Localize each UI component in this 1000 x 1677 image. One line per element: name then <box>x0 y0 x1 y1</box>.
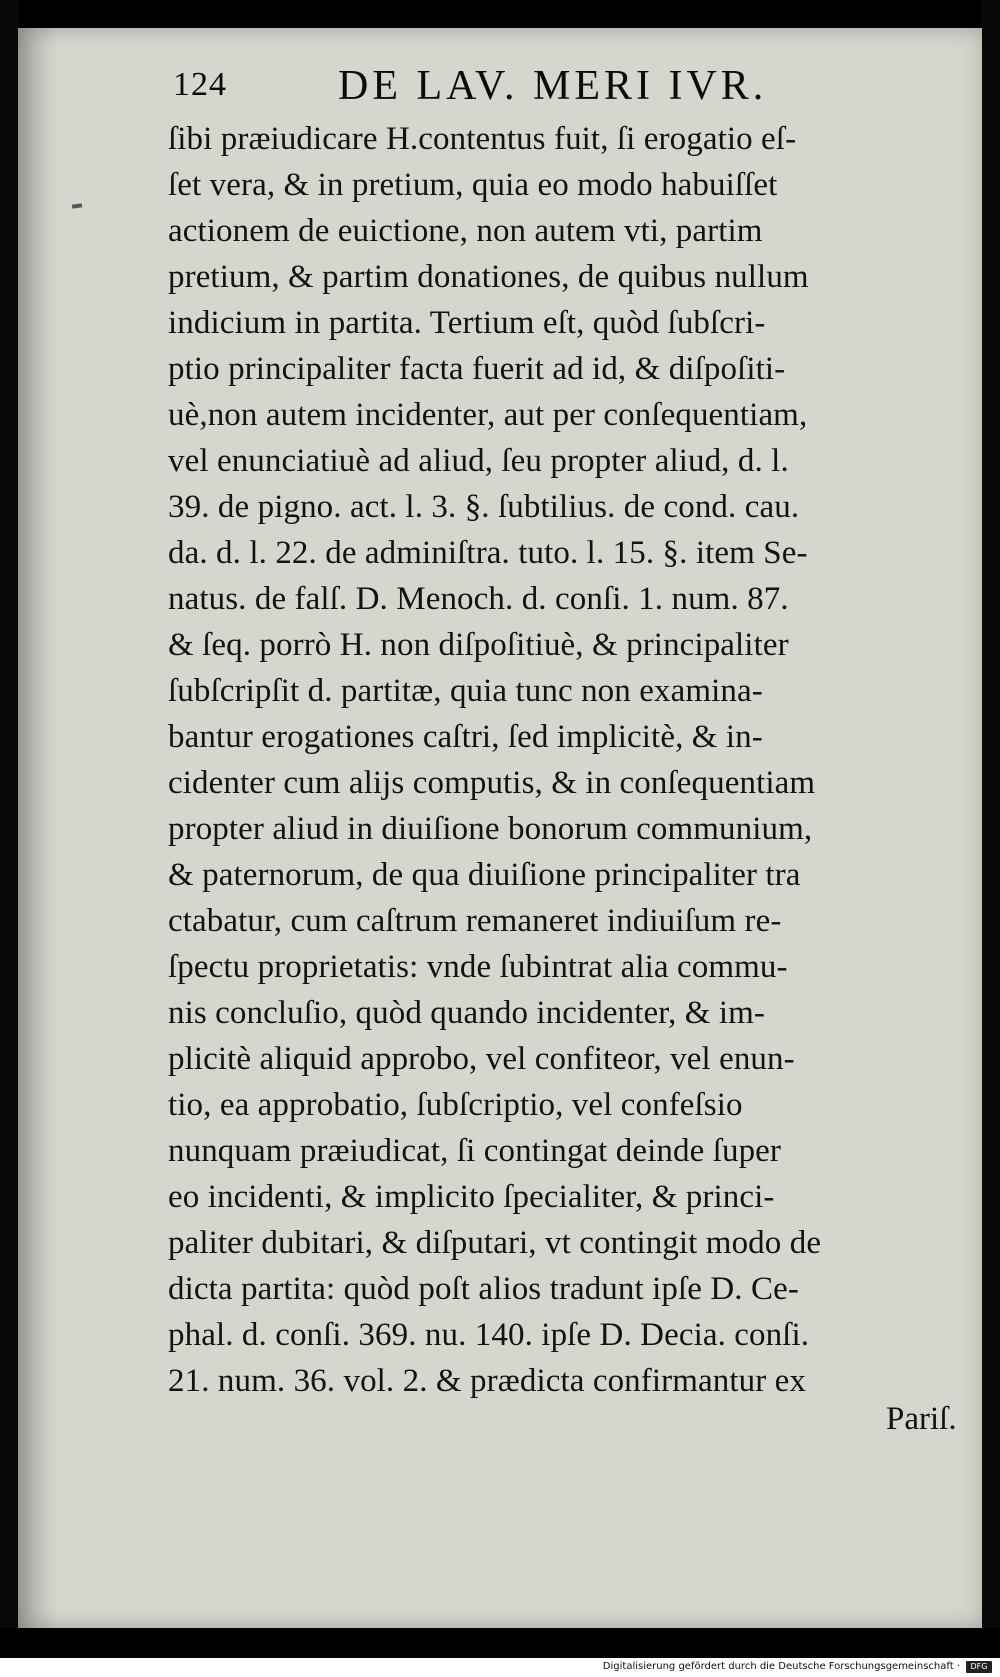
gutter-shadow <box>18 28 58 1628</box>
text-line: nunquam præiudicat, ſi contingat deinde ſuper <box>168 1133 782 1169</box>
text-line: ſet vera, & in pretium, quia eo modo habuiſſet <box>168 167 778 203</box>
text-line: bantur erogationes caſtri, ſed implicitè, & in- <box>168 719 763 755</box>
book-page <box>18 28 982 1628</box>
text-line: nis concluſio, quòd quando incidenter, & im- <box>168 995 765 1031</box>
text-line: ſubſcripſit d. partitæ, quia tunc non examina- <box>168 673 763 709</box>
text-line: 21. num. 36. vol. 2. & prædicta confirmantur ex <box>168 1363 806 1399</box>
text-line: tio, ea approbatio, ſubſcriptio, vel confeſsio <box>168 1087 743 1123</box>
text-line: ptio principaliter facta fuerit ad id, & diſpoſiti- <box>168 351 786 387</box>
text-line: vel enunciatiuè ad aliud, ſeu propter aliud, d. l. <box>168 443 789 479</box>
text-line: indicium in partita. Tertium eſt, quòd ſubſcri- <box>168 305 766 341</box>
dfg-logo: DFG <box>966 1661 992 1673</box>
text-line: phal. d. conſi. 369. nu. 140. ipſe D. Decia. conſi. <box>168 1317 810 1353</box>
text-line: eo incidenti, & implicito ſpecialiter, & princi- <box>168 1179 775 1215</box>
text-line: cidenter cum alijs computis, & in conſequentiam <box>168 765 816 801</box>
text-line: ſpectu proprietatis: vnde ſubintrat alia commu- <box>168 949 788 985</box>
running-head: DE LAV. MERI IVR. <box>338 63 768 109</box>
scan-border-left <box>0 0 18 1677</box>
text-line: dicta partita: quòd poſt alios tradunt ipſe D. Ce- <box>168 1271 799 1307</box>
scan-border-top <box>0 0 1000 28</box>
text-line: propter aliud in diuiſione bonorum communium, <box>168 811 813 847</box>
margin-mark <box>72 203 82 208</box>
scan-border-right <box>982 0 1000 1677</box>
text-line: paliter dubitari, & diſputari, vt contingit modo de <box>168 1225 822 1261</box>
text-line: natus. de falſ. D. Menoch. d. conſi. 1. num. 87. <box>168 581 789 617</box>
page-header <box>173 62 873 112</box>
text-line: plicitè aliquid approbo, vel confiteor, vel enun- <box>168 1041 795 1077</box>
body-text <box>168 116 978 1404</box>
text-line: ſibi præiudicare H.contentus fuit, ſi erogatio eſ- <box>168 121 797 157</box>
digitization-footer <box>0 1658 1000 1677</box>
page-number: 124 <box>173 66 227 103</box>
scan-border-bottom <box>0 1628 1000 1658</box>
text-line: & ſeq. porrò H. non diſpoſitiuè, & principaliter <box>168 627 789 663</box>
text-line: ctabatur, cum caſtrum remaneret indiuiſum re- <box>168 903 782 939</box>
text-line: da. d. l. 22. de adminiſtra. tuto. l. 15. §. item Se- <box>168 535 808 571</box>
text-line: & paternorum, de qua diuiſione principaliter tra <box>168 857 801 893</box>
text-line: actionem de euictione, non autem vti, partim <box>168 213 763 249</box>
text-line: uè,non autem incidenter, aut per conſequentiam, <box>168 397 808 433</box>
funding-credit: Digitalisierung gefördert durch die Deutsche Forschungsgemeinschaft · <box>602 1661 960 1672</box>
text-line: pretium, & partim donationes, de quibus nullum <box>168 259 809 295</box>
text-line: 39. de pigno. act. l. 3. §. ſubtilius. de cond. cau. <box>168 489 800 525</box>
catchword: Pariſ. <box>886 1401 957 1437</box>
